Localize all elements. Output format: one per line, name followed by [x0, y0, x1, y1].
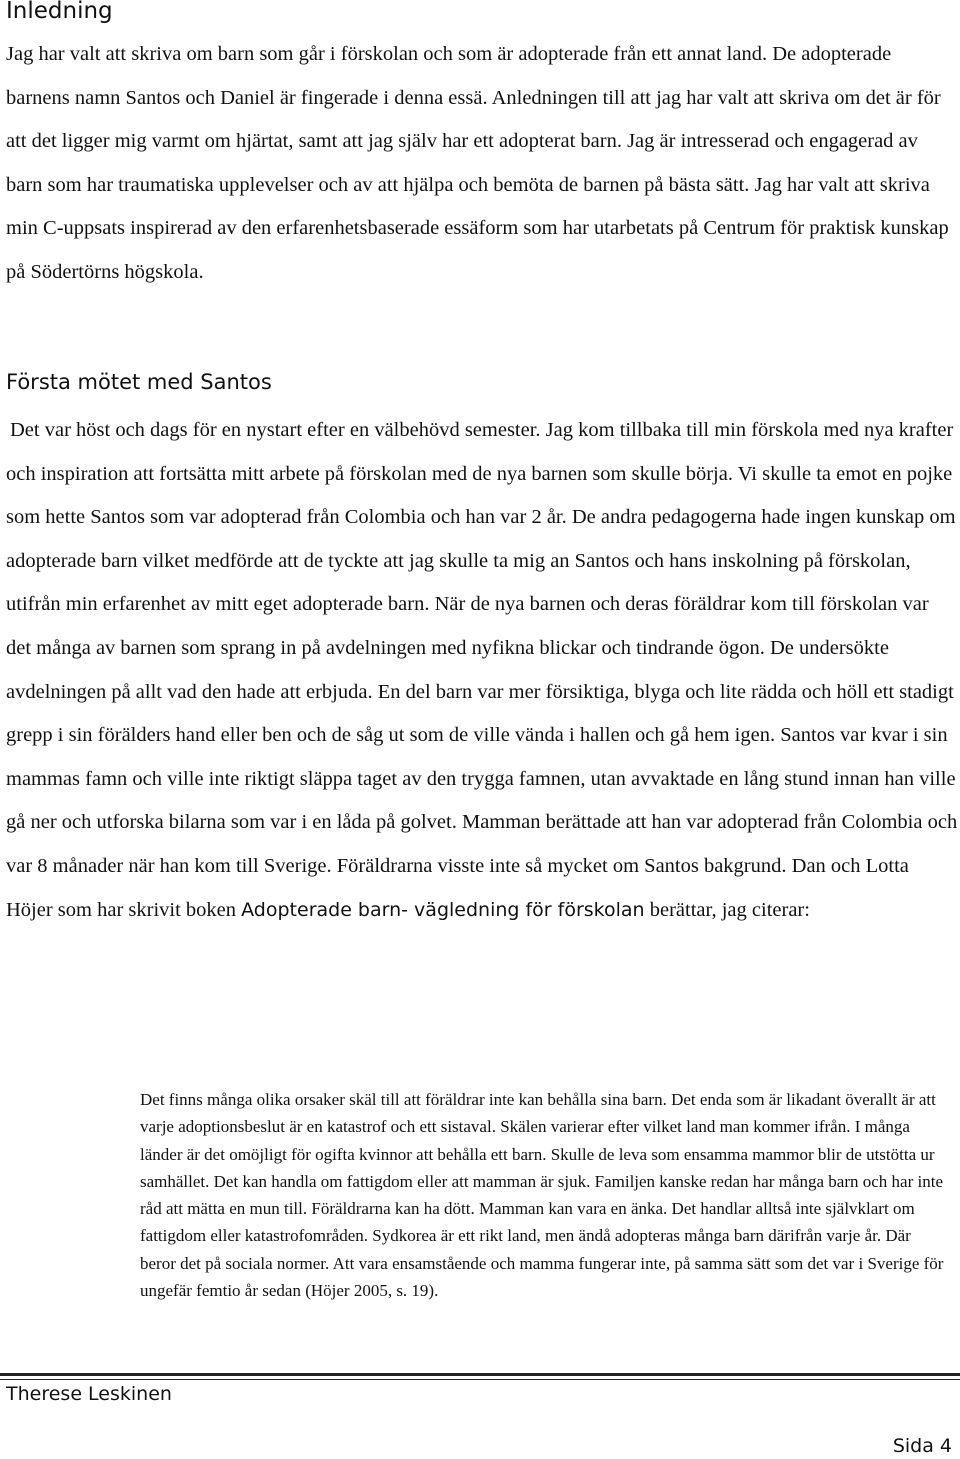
heading-inledning: Inledning — [6, 0, 113, 24]
footer-rule-thin — [0, 1379, 960, 1380]
block-quote: Det finns många olika orsaker skäl till att föräldrar inte kan behålla sina barn. Det enda som är likadant överallt är att varje adoptionsbeslut är en katastrof och ett sistaval. Skälen varierar efter vilket land man kommer ifrån. I många länder är det omöjligt för ogifta kvinnor att behålla ett barn. Skulle de leva som ensamma mammor blir de utstötta ur samhället. Det kan handla om fattigdom eller att mamman är sjuk. Familjen kanske redan har många barn och har inte råd att mätta en mun till. Föräldrarna kan ha dött. Mamman kan vara en änka. Det handlar alltså inte självklart om fattigdom eller katastrofområden. Sydkorea är ett rikt land, men ändå adopteras många barn därifrån varje år. Där beror det på sociala normer. Att vara ensamstående och mamma fungerar inte, på samma sätt som det var i Sverige för ungefär femtio år sedan (Höjer 2005, s. 19). — [140, 1090, 944, 1301]
paragraph-meeting-end: berättar, jag citerar: — [644, 898, 810, 921]
book-title: Adopterade barn- vägledning för förskolan — [241, 898, 645, 921]
footer-rule-thick — [0, 1373, 960, 1376]
paragraph-meeting-text: Det var höst och dags för en nystart efter en välbehövd semester. Jag kom tillbaka till min förskola med nya krafter och inspiration att fortsätta mitt arbete på förskolan med de nya barnen som skulle börja. Vi skulle ta emot en pojke som hette Santos som var adopterad från Colombia och han var 2 år. De andra pedagogerna hade ingen kunskap om adopterade barn vilket medförde att de tyckte att jag skulle ta mig an Santos och hans inskolning på förskolan, utifrån min erfarenhet av mitt eget adopterade barn. När de nya barnen och deras föräldrar kom till förskolan var det många av barnen som sprang in på avdelningen med nyfikna blickar och tindrande ögon. De undersökte avdelningen på allt vad den hade att erbjuda. En del barn var mer försiktiga, blyga och lite rädda och höll ett stadigt grepp i sin förälders hand eller ben och de såg ut som de ville vända i hallen och gå hem igen. Santos var kvar i sin mammas famn och ville inte riktigt släppa taget av den trygga famnen, utan avvaktade en lång stund innan han ville gå ner och utforska bilarna som var i en låda på golvet. Mamman berättade att han var adopterad från Colombia och var 8 månader när han kom till Sverige. Föräldrarna visste inte så mycket om Santos bakgrund. Dan och Lotta Höjer som har skrivit boken — [6, 419, 958, 921]
paragraph-intro: Jag har valt att skriva om barn som går i förskolan och som är adopterade från ett annat land. De adopterade barnens namn Santos och Daniel är fingerade i denna essä. Anledningen till att jag har valt att skriva om det är för att det ligger mig varmt om hjärtat, samt att jag själv har ett adopterat barn. Jag är intresserad och engagerad av barn som har traumatiska upplevelser och av att hjälpa och bemöta de barnen på bästa sätt. Jag har valt att skriva min C-uppsats inspirerad av den erfarenhetsbaserade essäform som har utarbetats på Centrum för praktisk kunskap på Södertörns högskola. — [6, 43, 949, 283]
footer-page-number: Sida 4 — [892, 1435, 952, 1457]
paragraph-meeting — [6, 409, 958, 932]
heading-forsta-motet: Första mötet med Santos — [6, 370, 272, 394]
footer-author: Therese Leskinen — [6, 1383, 172, 1405]
